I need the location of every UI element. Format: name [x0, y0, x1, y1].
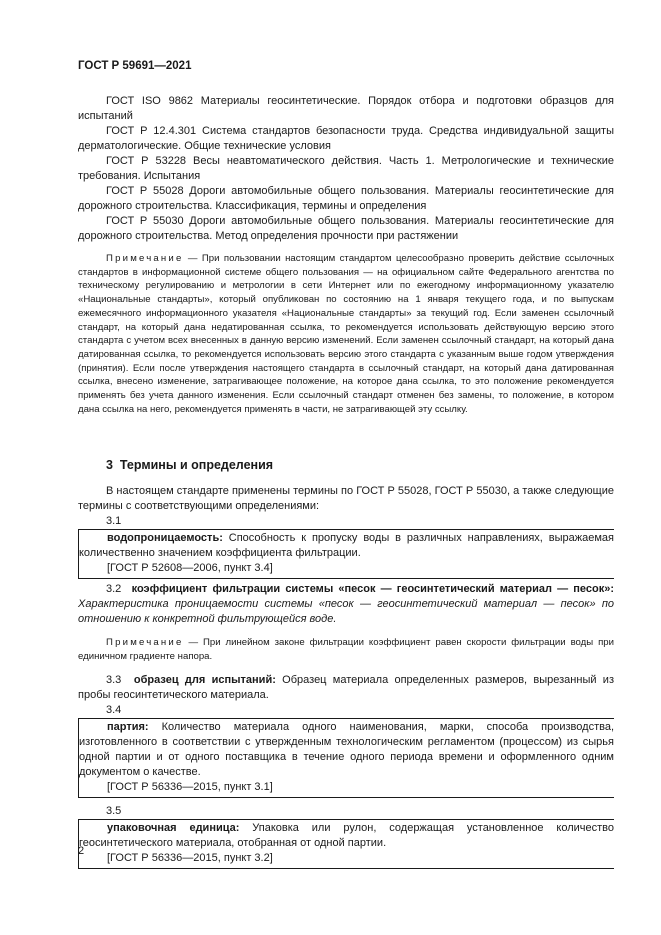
page-number: 2: [78, 845, 85, 857]
section-title: Термины и определения: [119, 458, 274, 473]
note-label: Примечание: [106, 253, 184, 264]
term-number: 3.5: [106, 804, 122, 817]
term-source: [ГОСТ Р 56336—2015, пункт 3.1]: [107, 780, 273, 793]
note-text: — При линейном законе фильтрации коэффициент равен скорости фильтрации воды при единичном градиенте напора.: [78, 637, 615, 663]
section-number: 3: [106, 458, 113, 473]
term-number: 3.4: [106, 703, 122, 716]
term-name: коэффициент фильтрации системы «песок — геосинтетический материал — песок»:: [131, 583, 614, 596]
term-number: 3.3: [106, 673, 122, 686]
term-definition-box: [78, 819, 614, 869]
reference-item: ГОСТ Р 55028 Дороги автомобильные общего пользования. Материалы геосинтетические для дорожного строительства. Классификация, термины и определения: [78, 185, 614, 212]
document-body: [78, 94, 614, 869]
section-heading: [106, 458, 614, 472]
term-definition-box: [78, 718, 614, 798]
term-note: [78, 636, 614, 663]
term-definition: [78, 582, 614, 627]
note-label: Примечание: [106, 637, 184, 649]
term-number: 3.2: [106, 583, 122, 596]
term-source: [ГОСТ Р 52608—2006, пункт 3.4]: [107, 562, 273, 575]
term-definition: [79, 720, 614, 780]
references-note: [78, 252, 614, 416]
term-text: Количество материала одного наименования, марки, способа производства, изготовленного в соответствии с утвержденным технологическим регламентом (процессом) из сырья одной партии и от одного поставщика в течение одного периода времени и оформленного одним документом о качестве.: [79, 720, 614, 778]
term-name: образец для испытаний:: [133, 673, 276, 686]
reference-item: ГОСТ Р 12.4.301 Система стандартов безопасности труда. Средства индивидуальной защиты дерматологические. Общие технические условия: [78, 125, 614, 152]
document-header: ГОСТ Р 59691—2021: [78, 60, 192, 72]
term-text: Образец материала определенных размеров, вырезанный из пробы геосинтетического материала.: [78, 673, 614, 701]
reference-item: ГОСТ ISO 9862 Материалы геосинтетические. Порядок отбора и подготовки образцов для испытаний: [78, 95, 614, 122]
reference-item: ГОСТ Р 53228 Весы неавтоматического действия. Часть 1. Метрологические и технические требования. Испытания: [78, 155, 614, 182]
reference-item: ГОСТ Р 55030 Дороги автомобильные общего пользования. Материалы геосинтетические для дорожного строительства. Метод определения прочности при растяжении: [78, 215, 614, 242]
term-text: Характеристика проницаемости системы «песок — геосинтетический материал — песок» по отношению к конкретной фильтрующейся воде.: [78, 598, 614, 626]
term-name: водопроницаемость:: [107, 532, 223, 545]
term-name: партия:: [107, 720, 149, 733]
note-text: — При пользовании настоящим стандартом целесообразно проверить действие ссылочных стандартов в информационной системе общего пользования — на официальном сайте Федерального агентства по техническому регулированию и метрологии в сети Интернет или по ежегодному информационному указателю «Национальные стандарты», который опубликован по состоянию на 1 января текущего года, и по выпускам ежемесячного информационного указателя «Национальные стандарты» за текущий год. Если заменен ссылочный стандарт, на который дана недатированная ссылка, то рекомендуется использовать действующую версию этого стандарта с учетом всех внесенных в данную версию изменений. Если заменен ссылочный стандарт, на который дана датированная ссылка, то рекомендуется использовать версию этого стандарта с указанным выше годом утверждения (принятия). Если после утверждения настоящего стандарта в ссылочный стандарт, на который дана датированная ссылка, внесено изменение, затрагивающее положение, на которое дана ссылка, то это положение рекомендуется применять без учета данного изменения. Если ссылочный стандарт отменен без замены, то положение, в котором дана ссылка на него, рекомендуется применять в части, не затрагивающей эту ссылку.: [78, 253, 615, 415]
term-number: 3.1: [106, 515, 122, 528]
section-intro: В настоящем стандарте применены термины по ГОСТ Р 55028, ГОСТ Р 55030, а также следующие термины с соответствующими определениями:: [78, 485, 614, 513]
term-definition-box: [78, 529, 614, 579]
term-definition: [78, 673, 614, 703]
term-definition: [79, 531, 614, 561]
term-definition: [79, 821, 614, 851]
term-text: Способность к пропуску воды в различных направлениях, выражаемая количественно значением коэффициента фильтрации.: [79, 532, 614, 560]
term-text: Упаковка или рулон, содержащая установленное количество геосинтетического материала, отобранная от одной партии.: [79, 821, 614, 849]
term-source: [ГОСТ Р 56336—2015, пункт 3.2]: [107, 851, 273, 864]
term-name: упаковочная единица:: [107, 821, 240, 834]
